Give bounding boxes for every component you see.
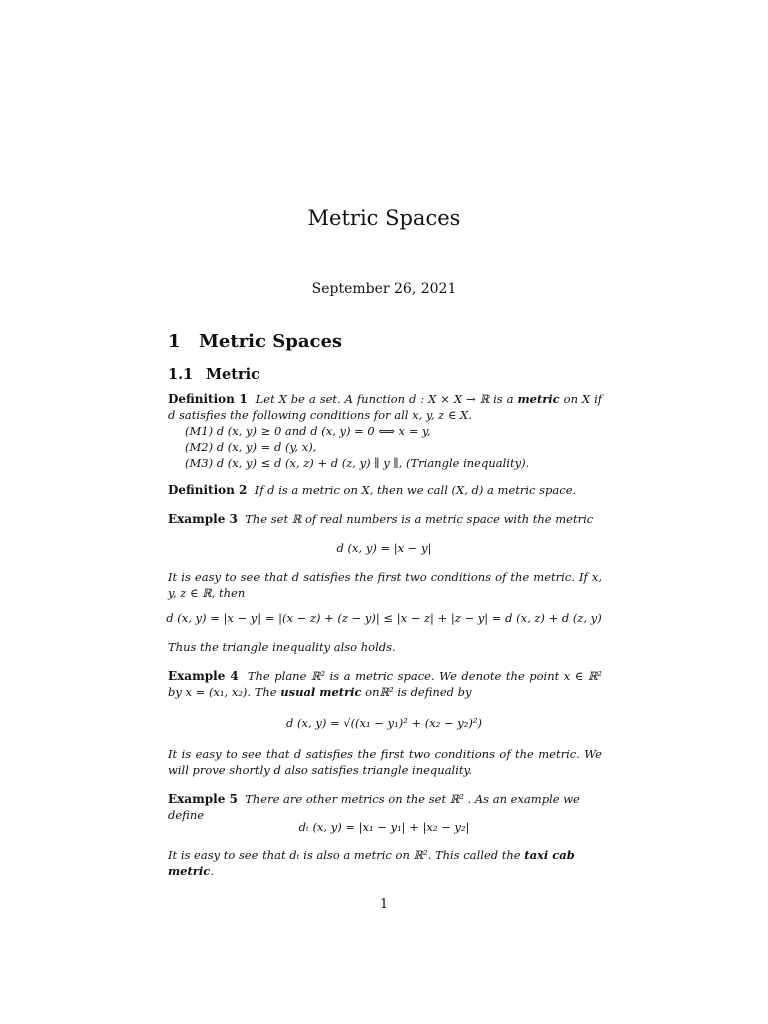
subsection-title: Metric — [206, 366, 260, 383]
definition-2-label: Definition 2 — [168, 483, 248, 497]
section-heading — [168, 331, 342, 352]
condition-m2: (M2) d (x, y) = d (y, x), — [185, 440, 317, 454]
example-5-text: There are other metrics on the set ℝ² . As an example we define — [168, 792, 580, 822]
example-5-equation: dₜ (x, y) = |x₁ − y₁| + |x₂ − y₂| — [298, 820, 470, 834]
example-3-text-3: Thus the triangle inequality also holds. — [168, 640, 396, 654]
definition-1-text-a: Let X be a set. A function d : X × X → ℝ is a — [255, 392, 518, 406]
example-3-text-2: It is easy to see that d satisfies the first two conditions of the metric. If x, y, z ∈ ℝ, then — [168, 570, 602, 600]
page-number: 1 — [379, 897, 389, 912]
example-3 — [168, 511, 602, 527]
example-5 — [168, 791, 602, 823]
example-5-text-2a: It is easy to see that dₜ is also a metric on ℝ². This called the — [168, 848, 525, 862]
example-4-text-a: The plane ℝ² is a metric space. We denote the point x ∈ ℝ² by x = (x₁, x₂). The — [168, 669, 603, 699]
example-3-label: Example 3 — [168, 512, 238, 526]
example-4 — [168, 668, 602, 700]
definition-1-bold: metric — [517, 392, 560, 406]
example-4-equation: d (x, y) = √((x₁ − y₁)² + (x₂ − y₂)²) — [286, 716, 482, 730]
definition-1-label: Definition 1 — [168, 392, 248, 406]
section-title: Metric Spaces — [199, 331, 343, 352]
example-3-text: The set ℝ of real numbers is a metric space with the metric — [245, 512, 594, 526]
condition-m3: (M3) d (x, y) ≤ d (x, z) + d (z, y) ∥ y ∥, (Triangle inequality). — [185, 456, 530, 470]
example-4-text-2: It is easy to see that d satisfies the first two conditions of the metric. We will prove shortly d also satisfies triangle inequality. — [168, 747, 602, 777]
example-4-label: Example 4 — [168, 669, 239, 683]
condition-m1: (M1) d (x, y) ≥ 0 and d (x, y) = 0 ⟺ x = y, — [185, 424, 431, 438]
example-5-text-2b: . — [210, 864, 214, 878]
definition-2 — [168, 482, 602, 498]
definition-2-text: If d is a metric on X, then we call (X, d) a metric space. — [254, 483, 577, 497]
definition-1 — [168, 391, 602, 471]
example-4-text-b: onℝ² is defined by — [361, 685, 472, 699]
subsection-heading — [168, 366, 260, 383]
example-4-bold: usual metric — [280, 685, 362, 699]
example-5-bold: taxi cab metric — [168, 848, 575, 878]
document-date: September 26, 2021 — [311, 281, 457, 297]
document-title: Metric Spaces — [307, 206, 461, 230]
example-5-text-2 — [168, 847, 602, 879]
definition-1-text-b: on X if d satisfies the following conditions for all x, y, z ∈ X. — [168, 392, 602, 422]
example-5-label: Example 5 — [168, 792, 238, 806]
example-3-equation-1: d (x, y) = |x − y| — [336, 541, 432, 555]
example-3-equation-2: d (x, y) = |x − y| = |(x − z) + (z − y)| ≤ |x − z| + |z − y| = d (x, z) + d (z, y) — [166, 611, 602, 625]
section-number: 1 — [168, 331, 181, 352]
subsection-number: 1.1 — [168, 366, 194, 383]
